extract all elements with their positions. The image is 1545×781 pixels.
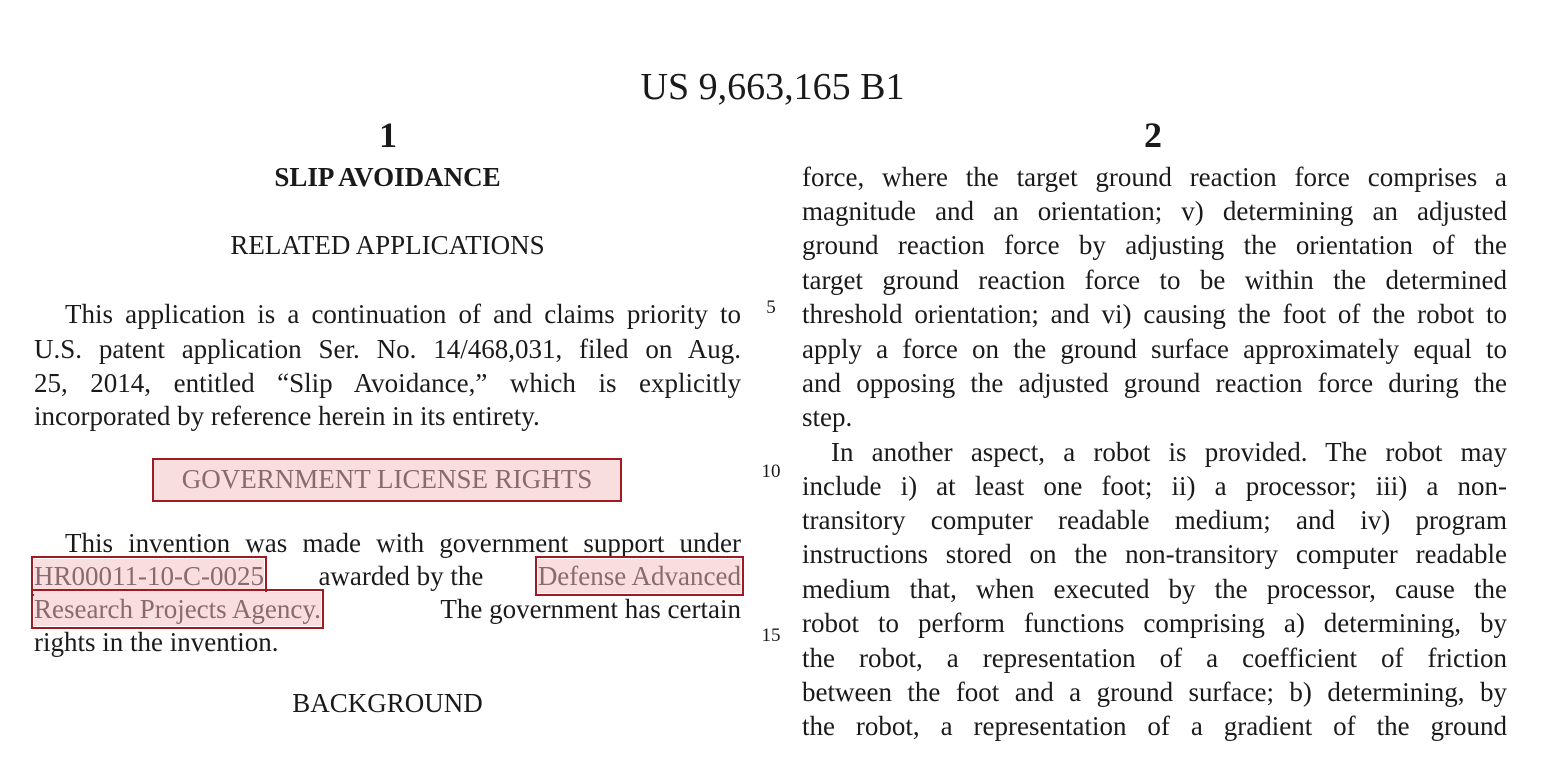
right-p2-line-9: the robot, a representation of a gradient of the ground — [802, 711, 1507, 741]
right-p2-line-2: include i) at least one foot; ii) a processor; iii) a non- — [802, 471, 1507, 501]
line-number-5: 5 — [766, 297, 776, 318]
line-number-15: 15 — [761, 625, 781, 646]
column-number-right: 2 — [1144, 115, 1162, 155]
right-p2-line-1: In another aspect, a robot is provided. The robot may — [831, 437, 1507, 467]
government-license-heading: GOVERNMENT LICENSE RIGHTS — [152, 458, 622, 502]
right-p1-line-7: and opposing the adjusted ground reaction force during the — [802, 368, 1507, 398]
right-p2-line-5: medium that, when executed by the processor, cause the — [802, 574, 1507, 604]
right-p2-line-8: between the foot and a ground surface; b) determining, by — [802, 677, 1507, 707]
related-line-2: U.S. patent application Ser. No. 14/468,031, filed on Aug. — [34, 334, 741, 364]
right-p2-line-6: robot to perform functions comprising a) determining, by — [802, 608, 1507, 638]
related-line-1: This application is a continuation of and claims priority to — [65, 299, 741, 329]
gov-line-4: rights in the invention. — [34, 627, 279, 657]
related-line-4: incorporated by reference herein in its entirety. — [34, 401, 540, 431]
right-p1-line-5: threshold orientation; and vi) causing the foot of the robot to — [802, 299, 1507, 329]
patent-number: US 9,663,165 B1 — [640, 66, 905, 108]
gov-line-3 — [34, 592, 741, 626]
government-license-heading-box — [152, 458, 622, 502]
gov-line-3-rest: The government has certain — [440, 594, 741, 624]
right-p1-line-6: apply a force on the ground surface approximately equal to — [802, 334, 1507, 364]
line-number-10: 10 — [761, 461, 781, 482]
right-p2-line-3: transitory computer readable medium; and iv) program — [802, 505, 1507, 535]
right-p1-line-8: step. — [802, 402, 853, 432]
right-p2-line-4: instructions stored on the non-transitory computer readable — [802, 539, 1507, 569]
related-line-3: 25, 2014, entitled “Slip Avoidance,” which is explicitly — [34, 368, 741, 398]
right-p2-line-7: the robot, a representation of a coefficient of friction — [802, 643, 1507, 673]
agency-highlight-part1: Defense Advanced — [537, 561, 741, 591]
agency-highlight-part2: Research Projects Agency. — [34, 594, 321, 624]
right-p1-line-2: magnitude and an orientation; v) determining an adjusted — [802, 196, 1507, 226]
gov-line-2 — [34, 559, 741, 593]
column-number-left: 1 — [379, 115, 397, 155]
contract-number-highlight: HR00011-10-C-0025 — [34, 561, 264, 591]
gov-line-1: This invention was made with government support under — [65, 528, 741, 558]
right-p1-line-3: ground reaction force by adjusting the orientation of the — [802, 230, 1507, 260]
document-title: SLIP AVOIDANCE — [274, 162, 501, 192]
background-heading: BACKGROUND — [292, 688, 483, 718]
related-applications-heading: RELATED APPLICATIONS — [230, 230, 545, 260]
right-p1-line-4: target ground reaction force to be within the determined — [802, 265, 1507, 295]
right-p1-line-1: force, where the target ground reaction force comprises a — [802, 162, 1507, 192]
awarded-by-text: awarded by the — [318, 561, 484, 591]
